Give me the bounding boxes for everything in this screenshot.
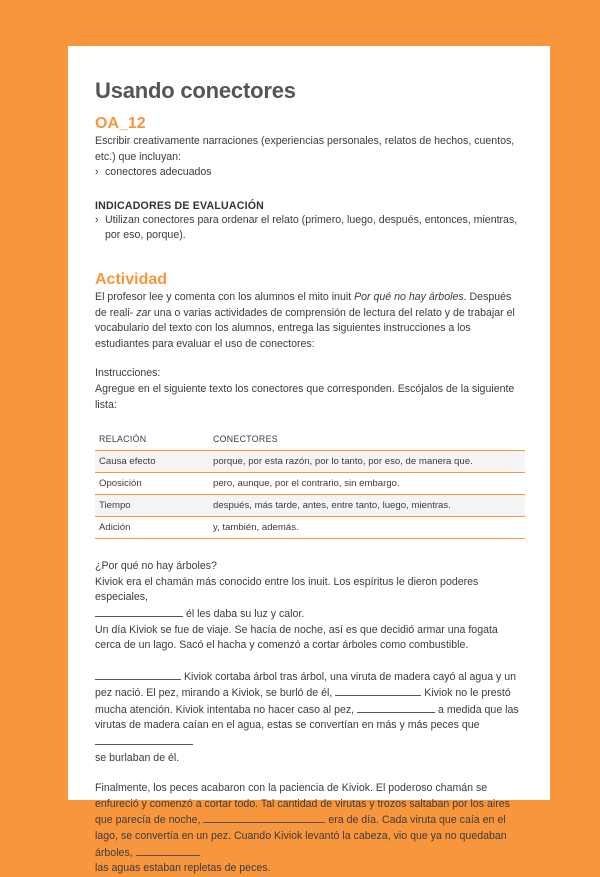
- story-paragraph-3: Finalmente, los peces acabaron con la paciencia de Kiviok. El poderoso chamán se enfureció y comenzó a cortar todo. Tal cantidad de virutas y trozos saltaban por los aires que parecía de noche, era de día. Cada viruta que caía en el lago, se convertía en un pez. Cuando Kiviok levantó la cabeza, vio que ya no quedaban árboles, las aguas estaban repletas de peces.: [95, 782, 510, 875]
- connector-blank[interactable]: [335, 685, 421, 696]
- oa-bullet: [95, 165, 524, 181]
- activity-intro: El profesor lee y comenta con los alumnos el mito inuit Por qué no hay árboles. Después de reali- zar una o varias actividades de comprensión de lectura del relato y de trabajar el vocabulario del texto con los alumnos, entrega las siguientes instrucciones a los estudiantes para evaluar el uso de conectores:: [95, 290, 515, 350]
- worksheet-page: [68, 46, 550, 875]
- page-title: Usando conectores: [95, 78, 296, 103]
- oa-bullet-text: conectores adecuados: [105, 166, 212, 179]
- indicators-bullet-text: Utilizan conectores para ordenar el relato (primero, luego, después, entonces, mientras, por eso, porque).: [105, 213, 518, 242]
- table-cell-relation: Oposición: [95, 473, 209, 495]
- instructions-title: Instrucciones:: [95, 367, 161, 380]
- instructions-text: Agregue en el siguiente texto los conectores que corresponden. Escójalos de la siguiente lista:: [95, 382, 515, 411]
- oa-code: OA_12: [95, 115, 146, 132]
- table-cell-connectors: porque, por esta razón, por lo tanto, por eso, de manera que.: [209, 451, 525, 473]
- table-cell-relation: Tiempo: [95, 495, 209, 517]
- connector-blank[interactable]: [95, 669, 181, 680]
- table-cell-connectors: después, más tarde, antes, entre tanto, luego, mientras.: [209, 495, 525, 517]
- connector-blank[interactable]: [136, 845, 200, 856]
- connectors-table: [95, 429, 525, 539]
- connector-blank[interactable]: [357, 702, 435, 713]
- connector-blank[interactable]: [203, 812, 325, 823]
- story-title: ¿Por qué no hay árboles?: [95, 560, 217, 573]
- table-cell-connectors: y, también, además.: [209, 517, 525, 539]
- table-row: [95, 473, 525, 495]
- oa-description: Escribir creativamente narraciones (experiencias personales, relatos de hechos, cuentos, etc.) que incluyan:: [95, 135, 515, 163]
- indicators-title: INDICADORES DE EVALUACIÓN: [95, 199, 265, 212]
- connector-blank[interactable]: [95, 734, 193, 745]
- table-header-relation: RELACIÓN: [95, 429, 209, 451]
- story-paragraph-2: Kiviok cortaba árbol tras árbol, una viruta de madera cayó al agua y un pez nació. El pez, mirando a Kiviok, se burló de él, Kiviok no le prestó mucha atención. Kiviok intentaba no hacer caso al pez, a medida que las virutas de madera caían en el agua, estas se convertían en más y más peces que se burlaban de él.: [95, 670, 519, 764]
- table-cell-connectors: pero, aunque, por el contrario, sin embargo.: [209, 473, 525, 495]
- table-header-connectors: CONECTORES: [209, 429, 525, 451]
- table-row: [95, 451, 525, 473]
- table-row: [95, 517, 525, 539]
- story-paragraph-1: Kiviok era el chamán más conocido entre los inuit. Los espíritus le dieron poderes especiales, él les daba su luz y calor. Un día Kiviok se fue de viaje. Se hacía de noche, así es que decidió armar una fogata cerca de un lago. Sacó el hacha y comenzó a cortar árboles como combustible.: [95, 575, 498, 652]
- table-header-row: [95, 429, 525, 451]
- indicators-bullet: [95, 213, 524, 244]
- bullet-chevron-icon: ›: [95, 166, 99, 179]
- table-cell-relation: Causa efecto: [95, 451, 209, 473]
- bullet-chevron-icon: ›: [95, 213, 99, 226]
- table-row: [95, 495, 525, 517]
- activity-title: Actividad: [95, 270, 168, 288]
- table-cell-relation: Adición: [95, 517, 209, 539]
- connector-blank[interactable]: [95, 606, 183, 617]
